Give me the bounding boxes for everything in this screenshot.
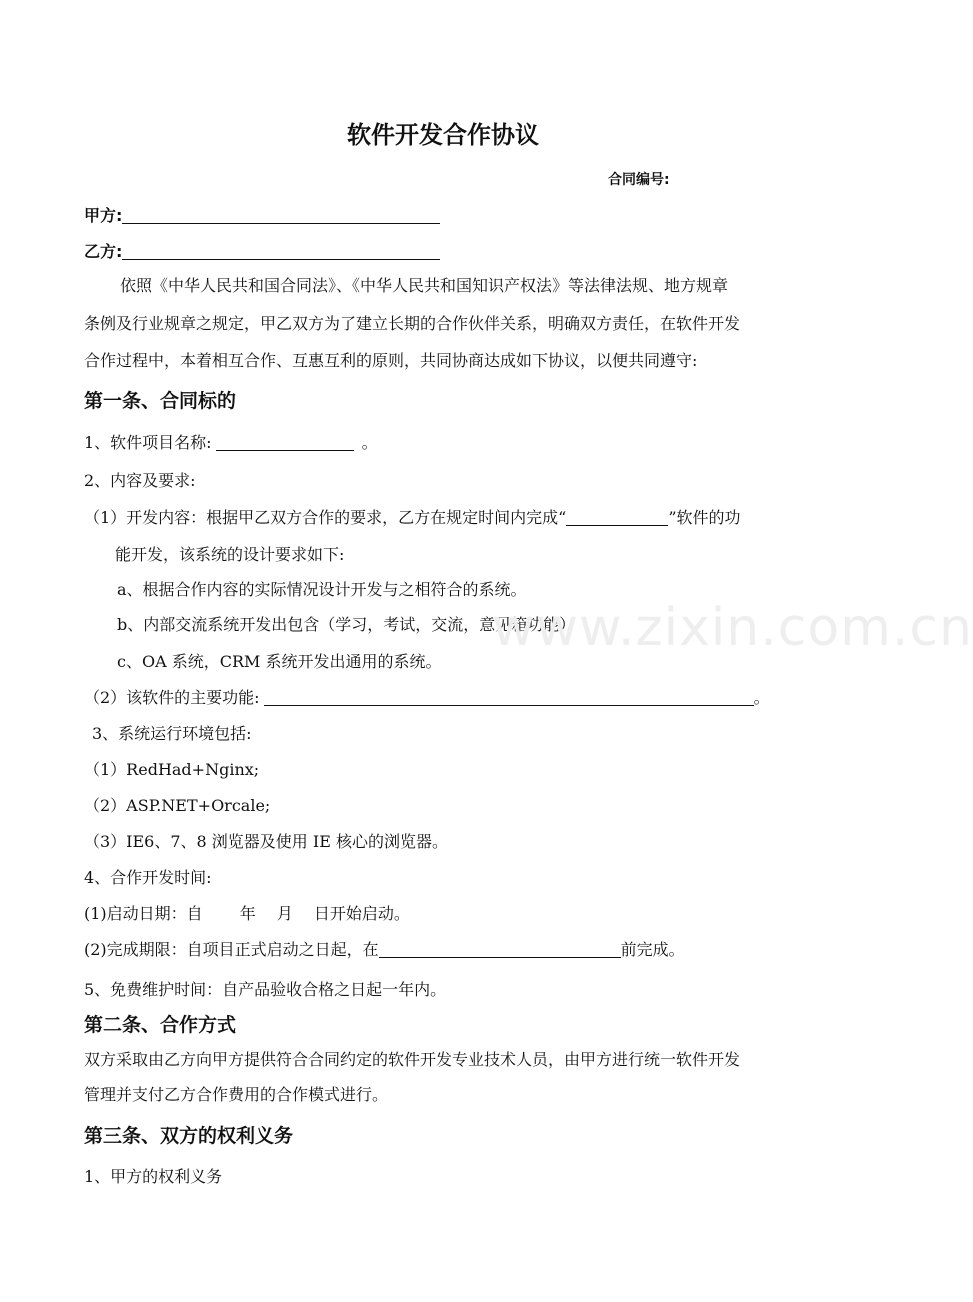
item-3-2: （2）ASP.NET+Orcale; bbox=[84, 796, 271, 815]
item-2-heading: 2、内容及要求: bbox=[84, 471, 196, 490]
item-2-1-continuation: 能开发，该系统的设计要求如下: bbox=[115, 545, 345, 564]
intro-paragraph-line-3: 合作过程中，本着相互合作、互惠互利的原则，共同协商达成如下协议，以便共同遵守: bbox=[84, 351, 698, 370]
section-2-heading: 第二条、合作方式 bbox=[84, 1014, 237, 1036]
party-a-blank bbox=[122, 207, 440, 224]
party-b-label: 乙方: bbox=[84, 242, 123, 261]
item-2-b: b、内部交流系统开发出包含（学习，考试，交流，意见箱功能）。 bbox=[117, 615, 584, 634]
section-3-item-1: 1、甲方的权利义务 bbox=[84, 1167, 223, 1186]
item-3-3: （3）IE6、7、8 浏览器及使用 IE 核心的浏览器。 bbox=[84, 832, 448, 851]
section-2-line-2: 管理并支付乙方合作费用的合作模式进行。 bbox=[84, 1085, 389, 1104]
item-4-1: (1)启动日期：自 年 月 日开始启动。 bbox=[84, 904, 410, 923]
section-1-heading: 第一条、合同标的 bbox=[84, 390, 237, 412]
contract-number-label: 合同编号: bbox=[608, 172, 670, 188]
document-title: 软件开发合作协议 bbox=[347, 121, 539, 149]
item-2-1-prefix: （1）开发内容：根据甲乙双方合作的要求，乙方在规定时间内完成“ bbox=[84, 508, 567, 527]
item-4-heading: 4、合作开发时间: bbox=[84, 868, 212, 887]
item-1-suffix: 。 bbox=[361, 433, 378, 452]
item-3-heading: 3、系统运行环境包括: bbox=[92, 724, 252, 743]
section-2-line-1: 双方采取由乙方向甲方提供符合合同约定的软件开发专业技术人员，由甲方进行统一软件开发 bbox=[84, 1050, 741, 1069]
party-b-line bbox=[84, 242, 440, 262]
item-4-2-prefix: (2)完成期限：自项目正式启动之日起，在 bbox=[84, 940, 379, 959]
intro-paragraph-line-1: 依照《中华人民共和国合同法》、《中华人民共和国知识产权法》等法律法规、地方规章 bbox=[120, 276, 729, 295]
item-3-1: （1）RedHad+Nginx; bbox=[84, 760, 260, 779]
item-2-c: c、OA 系统，CRM 系统开发出通用的系统。 bbox=[117, 652, 442, 671]
item-5: 5、免费维护时间：自产品验收合格之日起一年内。 bbox=[84, 980, 447, 999]
intro-paragraph-line-2: 条例及行业规章之规定，甲乙双方为了建立长期的合作伙伴关系，明确双方责任，在软件开发 bbox=[84, 314, 741, 333]
item-4-2-line bbox=[84, 940, 685, 960]
item-4-2-suffix: 前完成。 bbox=[620, 940, 685, 959]
project-name-blank bbox=[216, 434, 354, 451]
party-a-line bbox=[84, 206, 440, 226]
watermark: www.zixin.com.cn bbox=[492, 598, 973, 658]
party-a-label: 甲方: bbox=[84, 206, 123, 225]
item-1-label: 1、软件项目名称: bbox=[84, 433, 212, 452]
item-2-2-line bbox=[84, 688, 770, 708]
item-2-a: a、根据合作内容的实际情况设计开发与之相符合的系统。 bbox=[117, 580, 527, 599]
party-b-blank bbox=[122, 243, 440, 260]
software-name-blank bbox=[566, 509, 668, 526]
main-functions-blank bbox=[264, 689, 754, 706]
deadline-blank bbox=[379, 941, 621, 958]
item-2-2-prefix: （2）该软件的主要功能: bbox=[84, 688, 260, 707]
item-1-line bbox=[84, 433, 378, 453]
section-3-heading: 第三条、双方的权利义务 bbox=[84, 1125, 294, 1147]
item-2-2-suffix: 。 bbox=[753, 688, 770, 707]
item-2-1-suffix: ”软件的功 bbox=[668, 508, 741, 527]
item-2-1-line bbox=[84, 508, 741, 528]
